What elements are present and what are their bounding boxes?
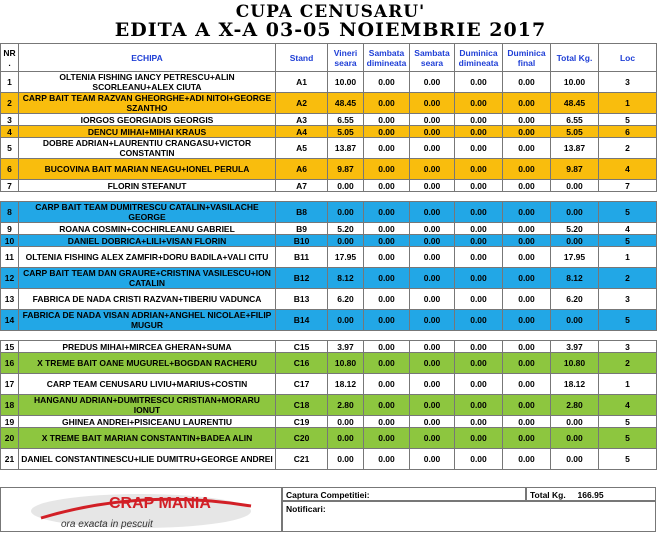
row-sambata-dimineata: 0.00 [364,72,410,93]
row-echipa: OLTENIA FISHING IANCY PETRESCU+ALIN SCORLEANU+ALEX CIUTA [19,72,276,93]
row-sambata-dimineata: 0.00 [364,247,410,268]
row-sambata-seara: 0.00 [410,114,455,126]
row-sambata-dimineata: 0.00 [364,180,410,192]
row-total: 0.00 [551,428,599,449]
table-row [1,449,657,470]
table-row [1,72,657,93]
row-sambata-seara: 0.00 [410,235,455,247]
row-loc: 1 [599,93,657,114]
row-nr: 3 [1,114,19,126]
row-total: 13.87 [551,138,599,159]
row-duminica-dimineata: 0.00 [455,159,503,180]
row-echipa: BUCOVINA BAIT MARIAN NEAGU+IONEL PERULA [19,159,276,180]
row-sambata-dimineata: 0.00 [364,235,410,247]
row-sambata-seara: 0.00 [410,180,455,192]
row-sambata-dimineata: 0.00 [364,114,410,126]
row-sambata-seara: 0.00 [410,223,455,235]
row-total: 9.87 [551,159,599,180]
table-row [1,374,657,395]
row-duminica-dimineata: 0.00 [455,126,503,138]
row-total: 0.00 [551,449,599,470]
table-row [1,310,657,331]
row-duminica-final: 0.00 [503,395,551,416]
header-vineri: Vineri seara [328,44,364,72]
table-body [1,72,657,470]
header-echipa: ECHIPA [19,44,276,72]
row-sambata-seara: 0.00 [410,247,455,268]
header-duminica-dimineata: Duminica dimineata [455,44,503,72]
row-nr: 7 [1,180,19,192]
row-sambata-dimineata: 0.00 [364,289,410,310]
row-stand: C17 [276,374,328,395]
row-total: 3.97 [551,341,599,353]
row-sambata-dimineata: 0.00 [364,353,410,374]
row-duminica-dimineata: 0.00 [455,289,503,310]
row-vineri: 0.00 [328,202,364,223]
row-sambata-dimineata: 0.00 [364,428,410,449]
row-echipa: FABRICA DE NADA CRISTI RAZVAN+TIBERIU VADUNCA [19,289,276,310]
row-vineri: 10.80 [328,353,364,374]
row-stand: A7 [276,180,328,192]
row-sambata-dimineata: 0.00 [364,223,410,235]
row-total: 6.55 [551,114,599,126]
row-vineri: 8.12 [328,268,364,289]
row-loc: 3 [599,289,657,310]
row-duminica-final: 0.00 [503,428,551,449]
table-row [1,247,657,268]
row-echipa: CARP BAIT TEAM DUMITRESCU CATALIN+VASILACHE GEORGE [19,202,276,223]
row-duminica-dimineata: 0.00 [455,416,503,428]
row-nr: 18 [1,395,19,416]
row-duminica-dimineata: 0.00 [455,223,503,235]
row-duminica-dimineata: 0.00 [455,268,503,289]
row-duminica-final: 0.00 [503,310,551,331]
row-vineri: 48.45 [328,93,364,114]
row-duminica-dimineata: 0.00 [455,247,503,268]
row-sambata-dimineata: 0.00 [364,449,410,470]
row-duminica-final: 0.00 [503,374,551,395]
header-sambata-seara: Sambata seara [410,44,455,72]
row-echipa: ROANA COSMIN+COCHIRLEANU GABRIEL [19,223,276,235]
row-loc: 6 [599,126,657,138]
table-row [1,93,657,114]
row-duminica-dimineata: 0.00 [455,114,503,126]
row-duminica-final: 0.00 [503,235,551,247]
row-duminica-dimineata: 0.00 [455,395,503,416]
row-nr: 1 [1,72,19,93]
row-echipa: X TREME BAIT OANE MUGUREL+BOGDAN RACHERU [19,353,276,374]
row-nr: 11 [1,247,19,268]
row-stand: C15 [276,341,328,353]
row-stand: B12 [276,268,328,289]
row-echipa: FABRICA DE NADA VISAN ADRIAN+ANGHEL NICOLAE+FILIP MUGUR [19,310,276,331]
group-separator [1,192,657,202]
row-sambata-dimineata: 0.00 [364,138,410,159]
row-total: 0.00 [551,416,599,428]
row-total: 18.12 [551,374,599,395]
row-vineri: 3.97 [328,341,364,353]
row-duminica-dimineata: 0.00 [455,93,503,114]
row-vineri: 0.00 [328,449,364,470]
row-total: 10.80 [551,353,599,374]
notificari-box [282,501,656,532]
header-loc: Loc [599,44,657,72]
row-loc: 2 [599,138,657,159]
row-stand: B11 [276,247,328,268]
table-row [1,159,657,180]
row-loc: 1 [599,247,657,268]
row-sambata-seara: 0.00 [410,268,455,289]
row-nr: 14 [1,310,19,331]
table-row [1,202,657,223]
row-nr: 13 [1,289,19,310]
row-nr: 16 [1,353,19,374]
row-vineri: 2.80 [328,395,364,416]
table-row [1,416,657,428]
row-loc: 3 [599,341,657,353]
row-loc: 5 [599,114,657,126]
row-loc: 2 [599,353,657,374]
row-loc: 5 [599,202,657,223]
row-loc: 5 [599,416,657,428]
row-sambata-seara: 0.00 [410,449,455,470]
table-row [1,268,657,289]
table-row [1,395,657,416]
row-sambata-seara: 0.00 [410,416,455,428]
row-vineri: 0.00 [328,235,364,247]
row-stand: A2 [276,93,328,114]
row-vineri: 6.20 [328,289,364,310]
row-sambata-seara: 0.00 [410,202,455,223]
row-nr: 8 [1,202,19,223]
separator-cell [1,331,657,341]
row-total: 17.95 [551,247,599,268]
row-nr: 17 [1,374,19,395]
table-row [1,341,657,353]
row-sambata-dimineata: 0.00 [364,310,410,331]
row-nr: 2 [1,93,19,114]
row-loc: 4 [599,395,657,416]
row-echipa: IORGOS GEORGIADIS GEORGIS [19,114,276,126]
row-duminica-final: 0.00 [503,416,551,428]
row-stand: B10 [276,235,328,247]
row-sambata-seara: 0.00 [410,138,455,159]
logo-text: CRAP MANIA [109,495,211,512]
row-sambata-dimineata: 0.00 [364,202,410,223]
row-sambata-seara: 0.00 [410,159,455,180]
row-sambata-dimineata: 0.00 [364,395,410,416]
crap-mania-logo [0,487,282,532]
row-total: 0.00 [551,235,599,247]
row-echipa: CARP BAIT TEAM DAN GRAURE+CRISTINA VASILESCU+ION CATALIN [19,268,276,289]
row-nr: 21 [1,449,19,470]
row-sambata-dimineata: 0.00 [364,341,410,353]
row-nr: 20 [1,428,19,449]
row-duminica-final: 0.00 [503,353,551,374]
row-stand: C18 [276,395,328,416]
row-vineri: 0.00 [328,310,364,331]
table-row [1,289,657,310]
logo-tagline: ora exacta in pescuit [61,519,153,530]
row-echipa: GHINEA ANDREI+PISICEANU LAURENTIU [19,416,276,428]
row-nr: 10 [1,235,19,247]
row-echipa: DANIEL CONSTANTINESCU+ILIE DUMITRU+GEORGE ANDREI [19,449,276,470]
row-duminica-final: 0.00 [503,114,551,126]
notificari-label: Notificari: [286,504,326,514]
row-vineri: 0.00 [328,416,364,428]
row-duminica-dimineata: 0.00 [455,202,503,223]
row-stand: C21 [276,449,328,470]
row-loc: 4 [599,159,657,180]
row-sambata-dimineata: 0.00 [364,159,410,180]
row-nr: 5 [1,138,19,159]
row-sambata-seara: 0.00 [410,126,455,138]
row-sambata-seara: 0.00 [410,353,455,374]
results-table [0,43,657,470]
row-total: 0.00 [551,310,599,331]
row-sambata-seara: 0.00 [410,428,455,449]
row-duminica-final: 0.00 [503,247,551,268]
table-row [1,114,657,126]
title-line-1: CUPA CENUSARU' [235,2,426,22]
row-loc: 5 [599,310,657,331]
row-echipa: DANIEL DOBRICA+LILI+VISAN FLORIN [19,235,276,247]
separator-cell [1,192,657,202]
row-stand: B14 [276,310,328,331]
row-duminica-dimineata: 0.00 [455,235,503,247]
row-loc: 4 [599,223,657,235]
row-duminica-dimineata: 0.00 [455,449,503,470]
row-vineri: 6.55 [328,114,364,126]
row-duminica-dimineata: 0.00 [455,138,503,159]
row-loc: 5 [599,235,657,247]
row-sambata-seara: 0.00 [410,93,455,114]
row-vineri: 13.87 [328,138,364,159]
row-loc: 1 [599,374,657,395]
table-row [1,235,657,247]
row-echipa: DENCU MIHAI+MIHAI KRAUS [19,126,276,138]
row-duminica-final: 0.00 [503,268,551,289]
captura-label: Captura Competitiei: [282,487,526,501]
row-sambata-seara: 0.00 [410,374,455,395]
header-total: Total Kg. [551,44,599,72]
row-vineri: 18.12 [328,374,364,395]
row-echipa: DOBRE ADRIAN+LAURENTIU CRANGASU+VICTOR CONSTANTIN [19,138,276,159]
row-vineri: 5.05 [328,126,364,138]
row-stand: B13 [276,289,328,310]
row-total: 6.20 [551,289,599,310]
row-echipa: PREDUS MIHAI+MIRCEA GHERAN+SUMA [19,341,276,353]
row-stand: A4 [276,126,328,138]
row-sambata-seara: 0.00 [410,395,455,416]
row-echipa: HANGANU ADRIAN+DUMITRESCU CRISTIAN+MORARU IONUT [19,395,276,416]
row-vineri: 0.00 [328,180,364,192]
row-sambata-dimineata: 0.00 [364,126,410,138]
table-row [1,353,657,374]
row-duminica-final: 0.00 [503,138,551,159]
total-kg-box [526,487,656,501]
row-duminica-dimineata: 0.00 [455,374,503,395]
row-sambata-dimineata: 0.00 [364,93,410,114]
table-row [1,138,657,159]
title-line-2: EDITA A X-A 03-05 NOIEMBRIE 2017 [114,19,547,41]
row-stand: C16 [276,353,328,374]
row-loc: 5 [599,428,657,449]
row-vineri: 10.00 [328,72,364,93]
row-duminica-final: 0.00 [503,289,551,310]
row-duminica-final: 0.00 [503,72,551,93]
row-vineri: 5.20 [328,223,364,235]
row-echipa: FLORIN STEFANUT [19,180,276,192]
table-header-row [1,44,657,72]
row-echipa: OLTENIA FISHING ALEX ZAMFIR+DORU BADILA+VALI CITU [19,247,276,268]
row-duminica-final: 0.00 [503,126,551,138]
row-duminica-dimineata: 0.00 [455,353,503,374]
table-row [1,180,657,192]
row-duminica-final: 0.00 [503,159,551,180]
row-nr: 4 [1,126,19,138]
row-duminica-dimineata: 0.00 [455,180,503,192]
row-duminica-dimineata: 0.00 [455,428,503,449]
row-duminica-final: 0.00 [503,202,551,223]
row-total: 48.45 [551,93,599,114]
row-duminica-final: 0.00 [503,93,551,114]
row-stand: A3 [276,114,328,126]
row-stand: C20 [276,428,328,449]
row-loc: 5 [599,449,657,470]
row-echipa: X TREME BAIT MARIAN CONSTANTIN+BADEA ALIN [19,428,276,449]
row-loc: 3 [599,72,657,93]
row-stand: A6 [276,159,328,180]
row-stand: A5 [276,138,328,159]
row-sambata-dimineata: 0.00 [364,268,410,289]
row-stand: B8 [276,202,328,223]
header-nr: NR . [1,44,19,72]
row-total: 10.00 [551,72,599,93]
row-total: 5.20 [551,223,599,235]
row-duminica-final: 0.00 [503,180,551,192]
total-kg-value: 166.95 [577,490,604,500]
row-duminica-final: 0.00 [503,223,551,235]
row-total: 5.05 [551,126,599,138]
row-total: 0.00 [551,202,599,223]
row-sambata-seara: 0.00 [410,289,455,310]
row-total: 0.00 [551,180,599,192]
row-stand: B9 [276,223,328,235]
row-sambata-seara: 0.00 [410,72,455,93]
row-nr: 19 [1,416,19,428]
row-duminica-final: 0.00 [503,449,551,470]
group-separator [1,331,657,341]
row-sambata-dimineata: 0.00 [364,416,410,428]
row-sambata-seara: 0.00 [410,341,455,353]
header-sambata-dimineata: Sambata dimineata [364,44,410,72]
row-stand: A1 [276,72,328,93]
row-duminica-dimineata: 0.00 [455,72,503,93]
table-row [1,126,657,138]
table-row [1,223,657,235]
row-duminica-dimineata: 0.00 [455,310,503,331]
row-echipa: CARP BAIT TEAM RAZVAN GHEORGHE+ADI NITOI+GEORGE SZANTHO [19,93,276,114]
row-sambata-seara: 0.00 [410,310,455,331]
row-total: 2.80 [551,395,599,416]
row-nr: 12 [1,268,19,289]
row-vineri: 0.00 [328,428,364,449]
row-vineri: 17.95 [328,247,364,268]
row-duminica-final: 0.00 [503,341,551,353]
header-duminica-final: Duminica final [503,44,551,72]
total-kg-label: Total Kg. [530,490,566,500]
header-stand: Stand [276,44,328,72]
logo-graphic [1,488,282,532]
row-stand: C19 [276,416,328,428]
row-nr: 15 [1,341,19,353]
row-total: 8.12 [551,268,599,289]
row-sambata-dimineata: 0.00 [364,374,410,395]
row-loc: 7 [599,180,657,192]
row-echipa: CARP TEAM CENUSARU LIVIU+MARIUS+COSTIN [19,374,276,395]
row-duminica-dimineata: 0.00 [455,341,503,353]
table-row [1,428,657,449]
row-nr: 6 [1,159,19,180]
row-loc: 2 [599,268,657,289]
row-vineri: 9.87 [328,159,364,180]
row-nr: 9 [1,223,19,235]
